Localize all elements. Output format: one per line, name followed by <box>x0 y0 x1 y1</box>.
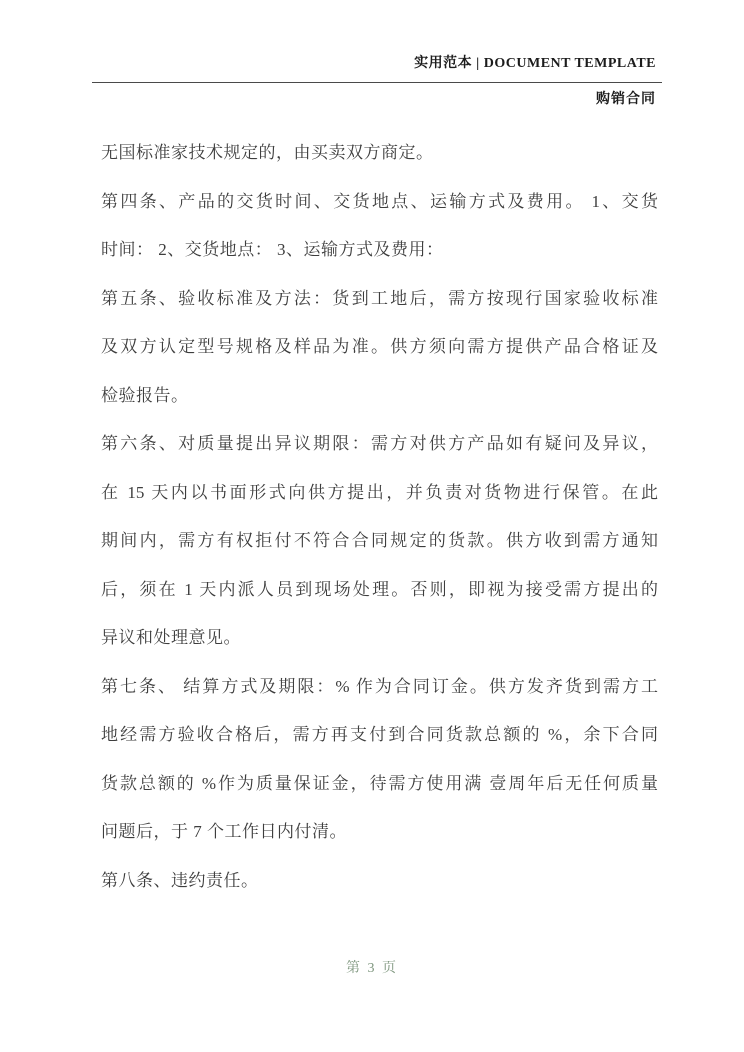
body-line-15: 问题后，于 7 个工作日内付清。 <box>101 822 347 841</box>
body-line-12: 第七条、 结算方式及期限：% 作为合同订金。供方发齐货到需方工 <box>101 676 658 696</box>
page-footer <box>0 957 744 977</box>
body-line-1: 无国标准家技术规定的，由买卖双方商定。 <box>101 143 434 162</box>
body-line-14: 货款总额的 %作为质量保证金，待需方使用满 壹周年后无任何质量 <box>101 773 658 793</box>
body-line-5: 及双方认定型号规格及样品为准。供方须向需方提供产品合格证及 <box>101 337 658 356</box>
body-line-6: 检验报告。 <box>101 385 189 405</box>
body-line-13: 地经需方验收合格后，需方再支付到合同货款总额的 %，余下合同 <box>101 725 658 744</box>
body-line-11: 异议和处理意见。 <box>101 628 241 647</box>
body-line-7: 第六条、对质量提出异议期限：需方对供方产品如有疑问及异议， <box>101 434 658 453</box>
header-rule <box>92 82 662 83</box>
document-title: 购销合同 <box>596 92 656 107</box>
body-line-2: 第四条、产品的交货时间、交货地点、运输方式及费用。 1、交货 <box>101 191 658 211</box>
header-brand: 实用范本 | DOCUMENT TEMPLATE <box>414 56 656 71</box>
body-line-16: 第八条、违约责任。 <box>101 870 259 890</box>
body-line-4: 第五条、验收标准及方法：货到工地后，需方按现行国家验收标准 <box>101 288 658 308</box>
body-line-8: 在 15 天内以书面形式向供方提出，并负责对货物进行保管。在此 <box>101 482 658 502</box>
body-line-10: 后，须在 1 天内派人员到现场处理。否则，即视为接受需方提出的 <box>101 579 658 599</box>
page-number: 第 3 页 <box>346 961 398 976</box>
document-body <box>101 129 658 905</box>
body-line-9: 期间内，需方有权拒付不符合合同规定的货款。供方收到需方通知 <box>101 531 658 550</box>
body-line-3: 时间： 2、交货地点： 3、运输方式及费用： <box>101 240 444 259</box>
